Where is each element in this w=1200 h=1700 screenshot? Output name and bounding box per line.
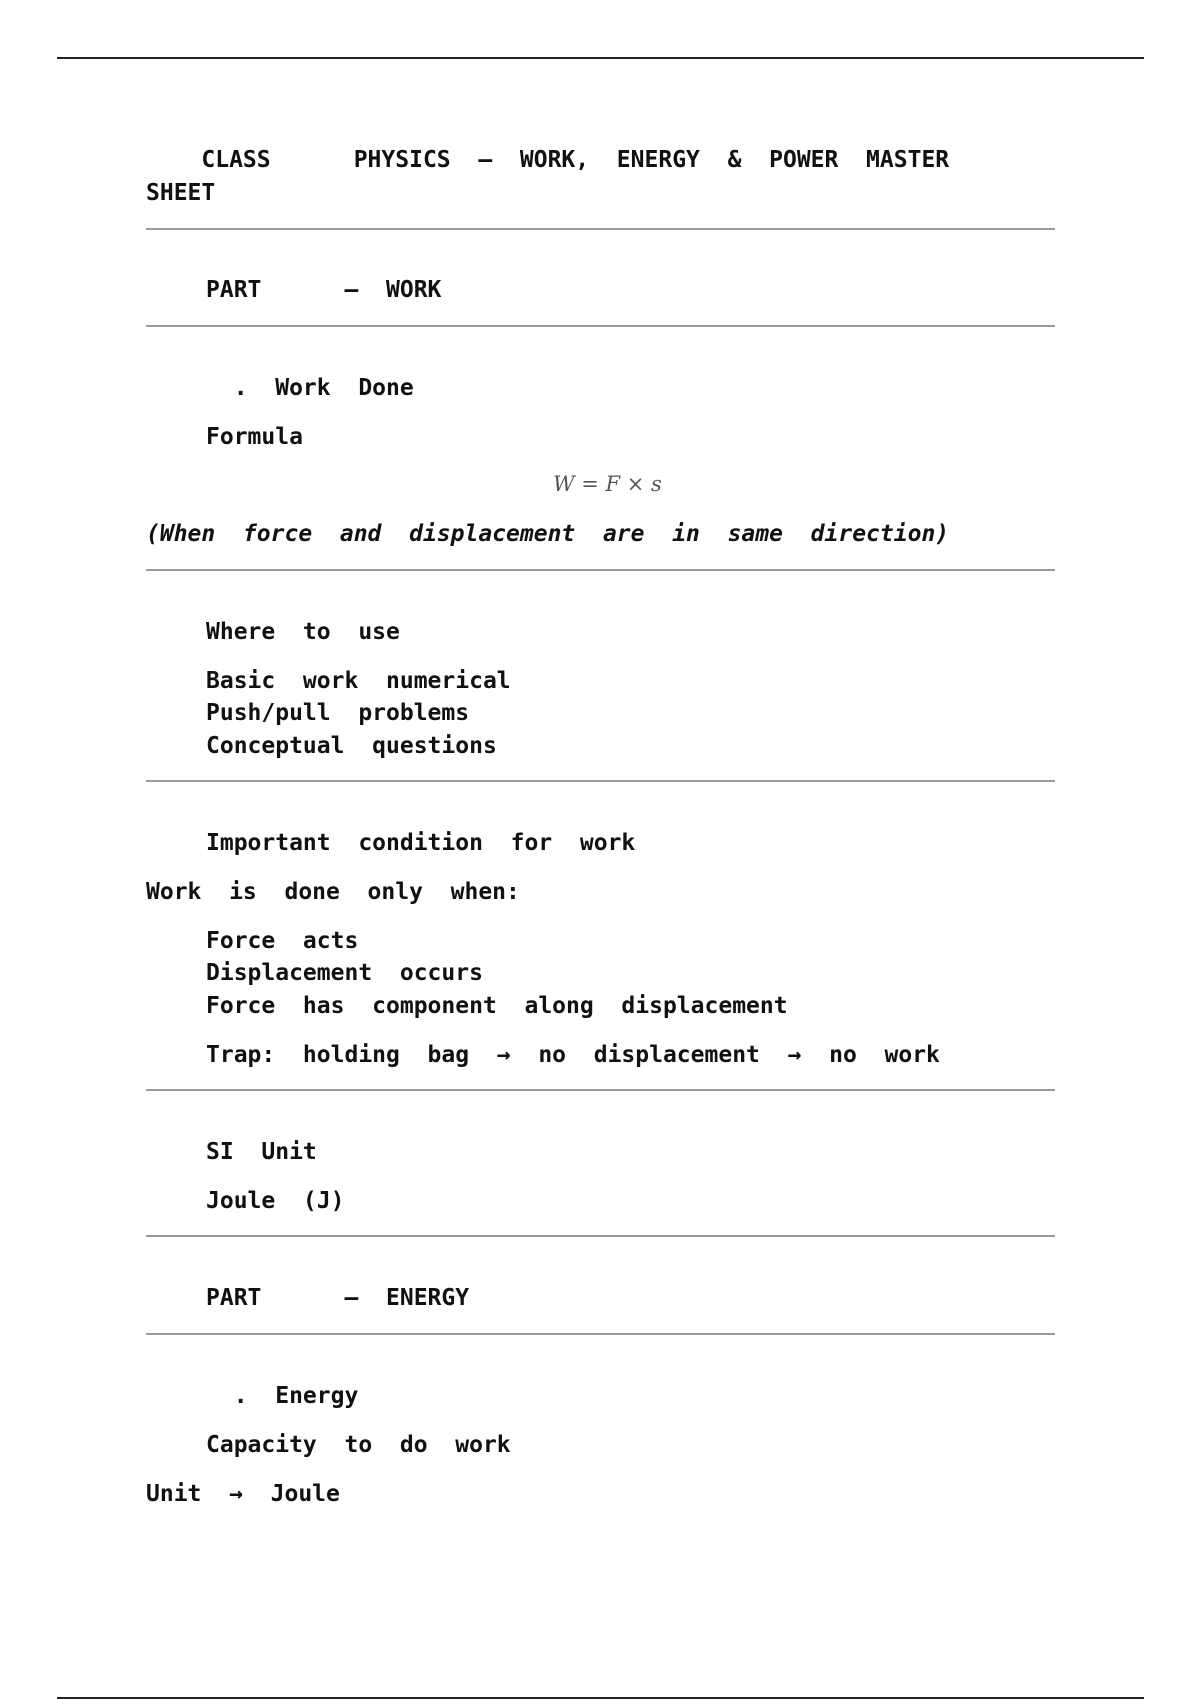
formula-label: Formula [206,424,303,450]
energy-definition: Capacity to do work [206,1432,511,1458]
list-item: Force acts [206,928,359,954]
list-item: Conceptual questions [206,733,497,759]
list-item: Push/pull problems [206,700,470,726]
section-divider [146,1235,1055,1237]
formula-note: (When force and displacement are in same direction) [146,521,950,547]
page-top-rule [57,57,1144,59]
si-unit-value: Joule (J) [206,1188,345,1214]
title-line-2: SHEET [146,180,216,206]
energy-unit: Unit → Joule [146,1481,340,1507]
page-bottom-rule [57,1697,1144,1699]
list-item: Force has component along displacement [206,993,788,1019]
section-divider [146,1089,1055,1091]
section-divider [146,228,1055,230]
where-to-use-heading: Where to use [206,619,400,645]
section-divider [146,1333,1055,1335]
condition-intro: Work is done only when: [146,879,520,905]
section-divider [146,780,1055,782]
section-divider [146,325,1055,327]
part-work-heading: PART — WORK [206,277,442,303]
work-formula: W = F × s [553,472,662,496]
condition-heading: Important condition for work [206,830,636,856]
part-energy-heading: PART — ENERGY [206,1285,470,1311]
list-item: Displacement occurs [206,960,483,986]
si-unit-heading: SI Unit [206,1139,317,1165]
title-line-1: CLASS PHYSICS — WORK, ENERGY & POWER MASTER [146,147,950,173]
trap-note: Trap: holding bag → no displacement → no work [206,1042,940,1068]
energy-heading: . Energy [206,1383,359,1409]
work-done-heading: . Work Done [206,375,414,401]
section-divider [146,569,1055,571]
list-item: Basic work numerical [206,668,511,694]
